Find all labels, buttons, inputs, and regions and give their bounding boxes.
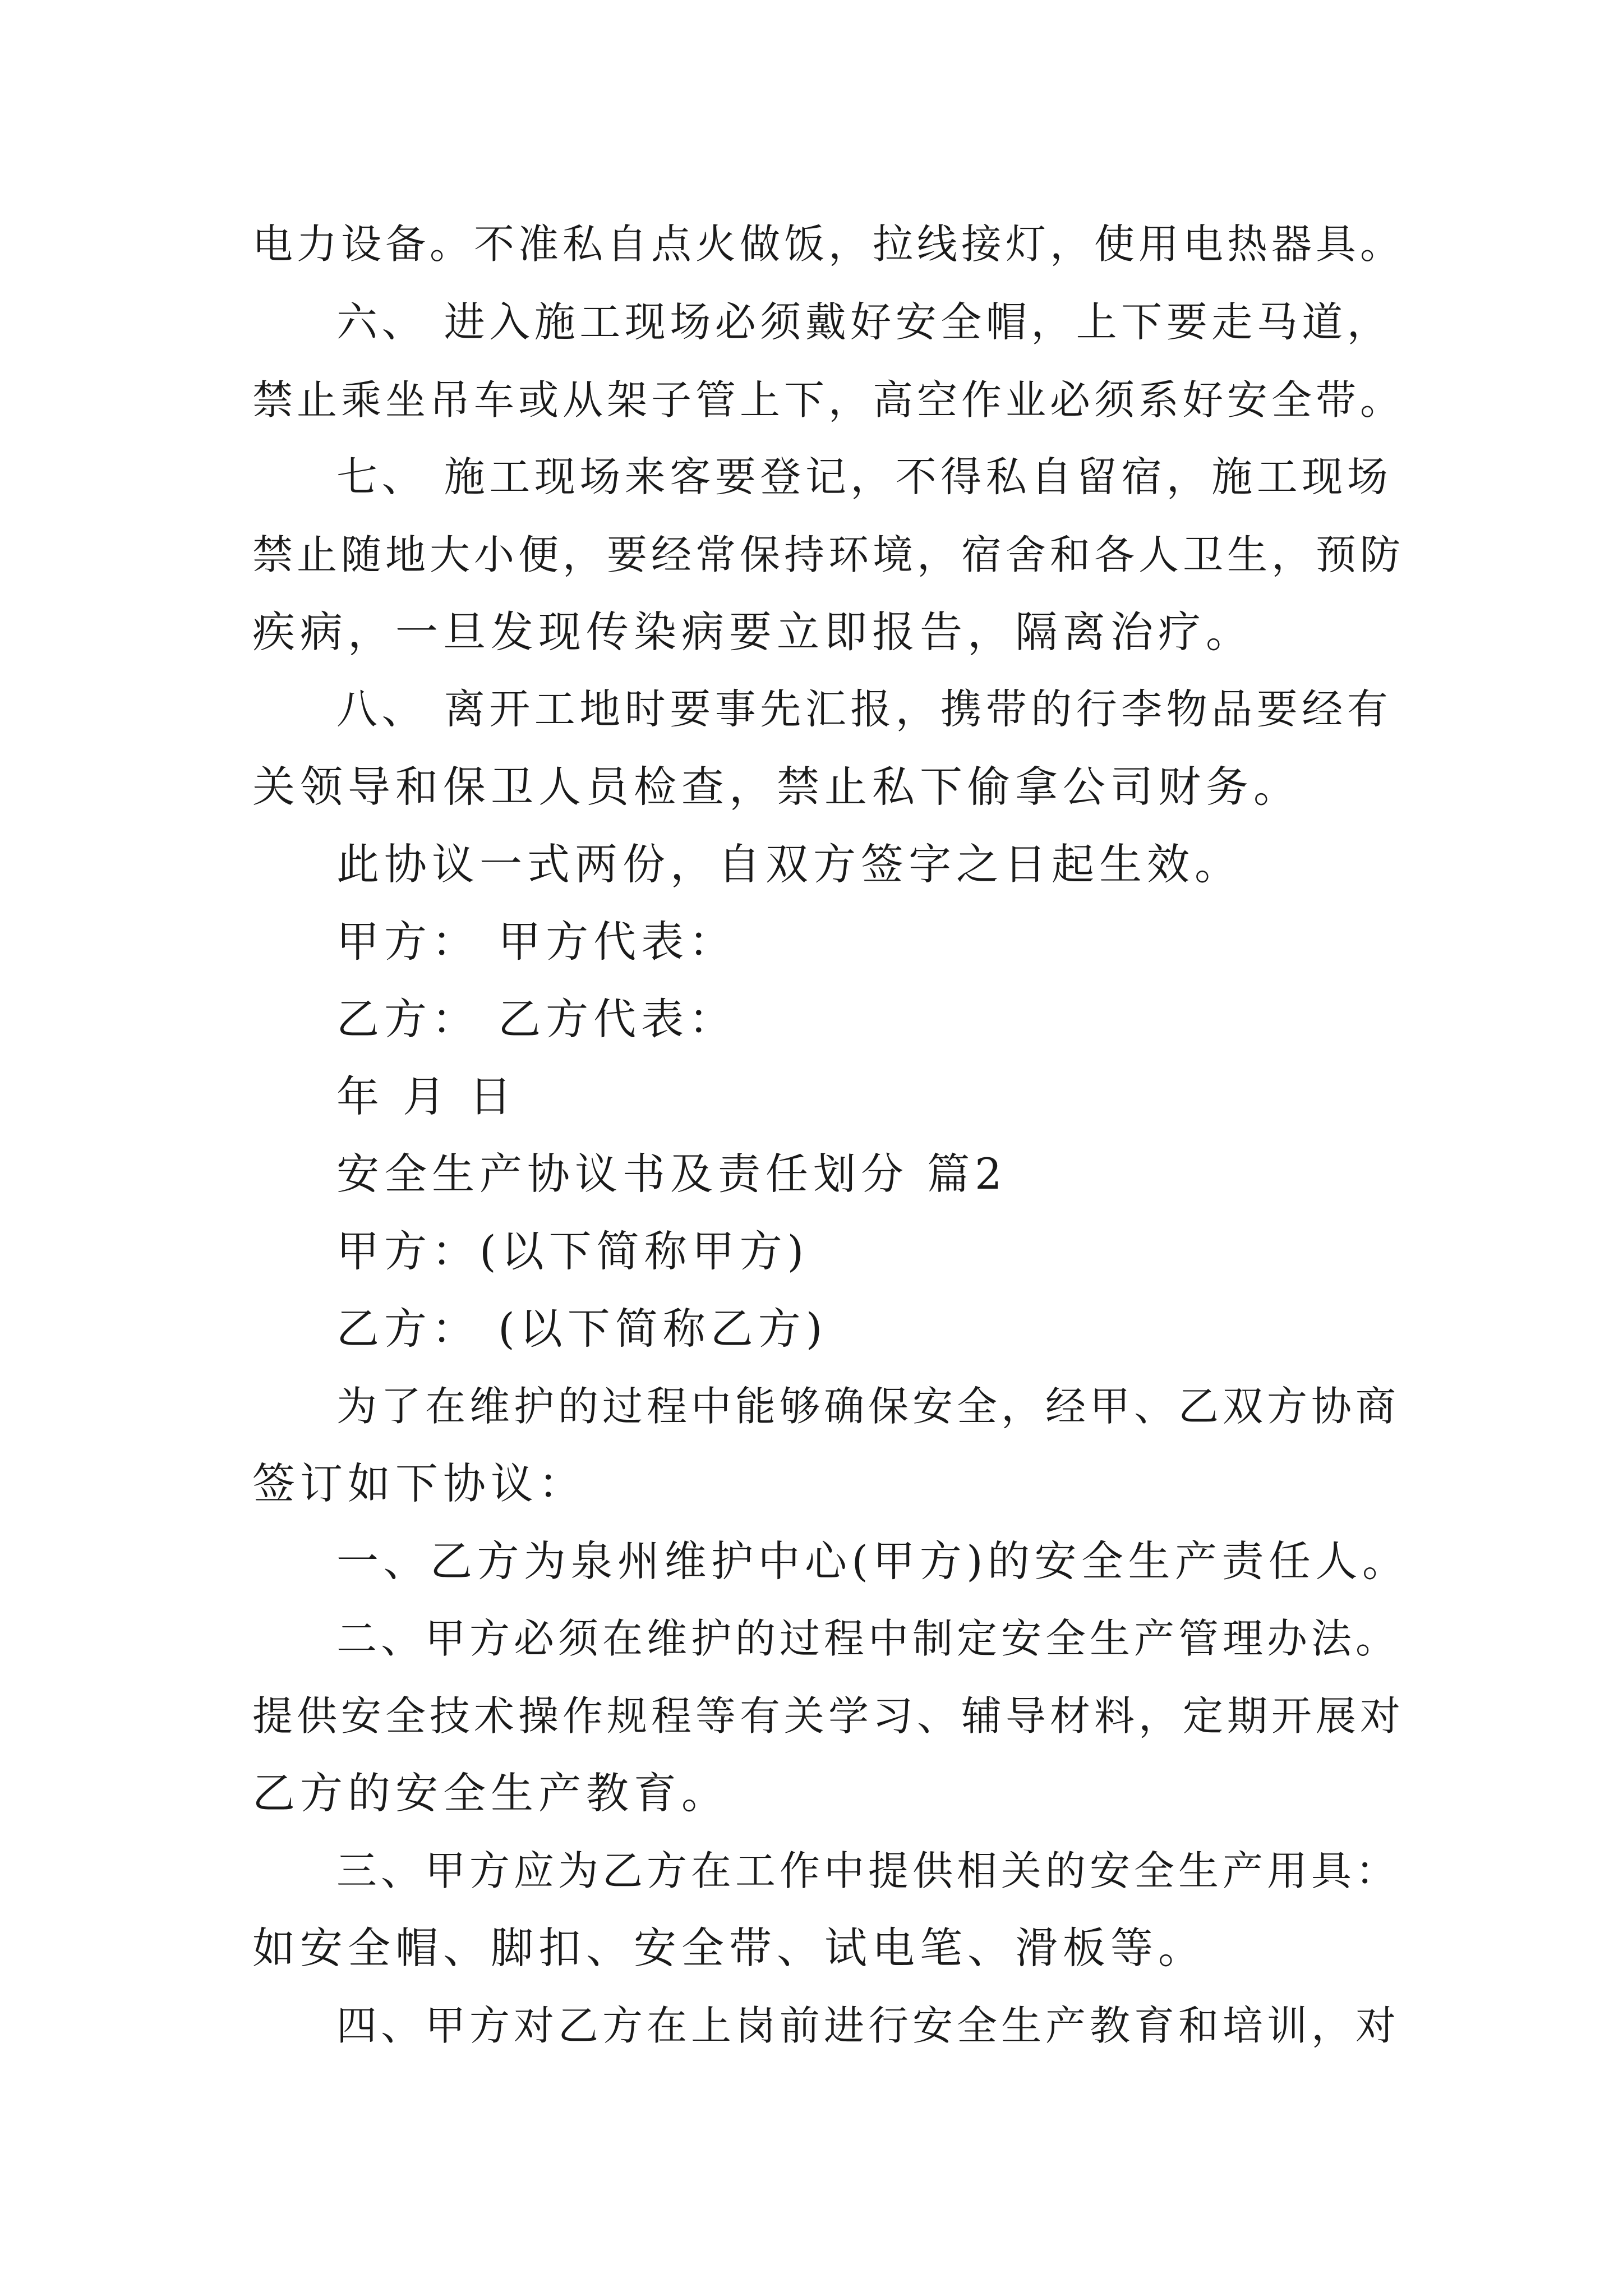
text-line: 二、甲方必须在维护的过程中制定安全生产管理办法。	[336, 1615, 1400, 1662]
text-line: 乙方： (以下简称乙方)	[336, 1304, 828, 1354]
text-line: 八、 离开工地时要事先汇报，携带的行李物品要经有	[336, 685, 1393, 733]
text-line: 甲方：(以下简称甲方)	[336, 1226, 809, 1276]
text-line: 乙方的安全生产教育。	[252, 1768, 729, 1818]
text-line: 安全生产协议书及责任划分 篇2	[336, 1149, 1007, 1199]
text-line: 签订如下协议：	[252, 1458, 586, 1508]
text-line: 乙方： 乙方代表：	[336, 994, 737, 1044]
text-line: 一、乙方为泉州维护中心(甲方)的安全生产责任人。	[336, 1536, 1409, 1586]
text-line: 甲方： 甲方代表：	[336, 917, 737, 967]
text-line: 此协议一式两份，自双方签字之日起生效。	[336, 839, 1242, 889]
text-line: 禁止乘坐吊车或从架子管上下，高空作业必须系好安全带。	[252, 376, 1405, 424]
text-line: 三、甲方应为乙方在工作中提供相关的安全生产用具：	[336, 1847, 1400, 1894]
text-line: 四、甲方对乙方在上岗前进行安全生产教育和培训，对	[336, 2002, 1400, 2049]
text-line: 六、 进入施工现场必须戴好安全帽，上下要走马道，	[336, 298, 1393, 346]
text-line: 禁止随地大小便，要经常保持环境，宿舍和各人卫生，预防	[252, 531, 1405, 578]
text-line: 电力设备。不准私自点火做饭，拉线接灯，使用电热器具。	[252, 220, 1405, 268]
text-line: 为了在维护的过程中能够确保安全，经甲、乙双方协商	[336, 1383, 1400, 1430]
text-line: 年 月 日	[336, 1071, 517, 1121]
text-line: 如安全帽、脚扣、安全带、试电笔、滑板等。	[252, 1923, 1206, 1973]
text-line: 提供安全技术操作规程等有关学习、辅导材料，定期开展对	[252, 1692, 1405, 1740]
text-line: 关领导和保卫人员检查，禁止私下偷拿公司财务。	[252, 762, 1301, 812]
text-line: 七、 施工现场来客要登记，不得私自留宿，施工现场	[336, 453, 1393, 501]
text-line: 疾病，一旦发现传染病要立即报告，隔离治疗。	[252, 607, 1253, 657]
